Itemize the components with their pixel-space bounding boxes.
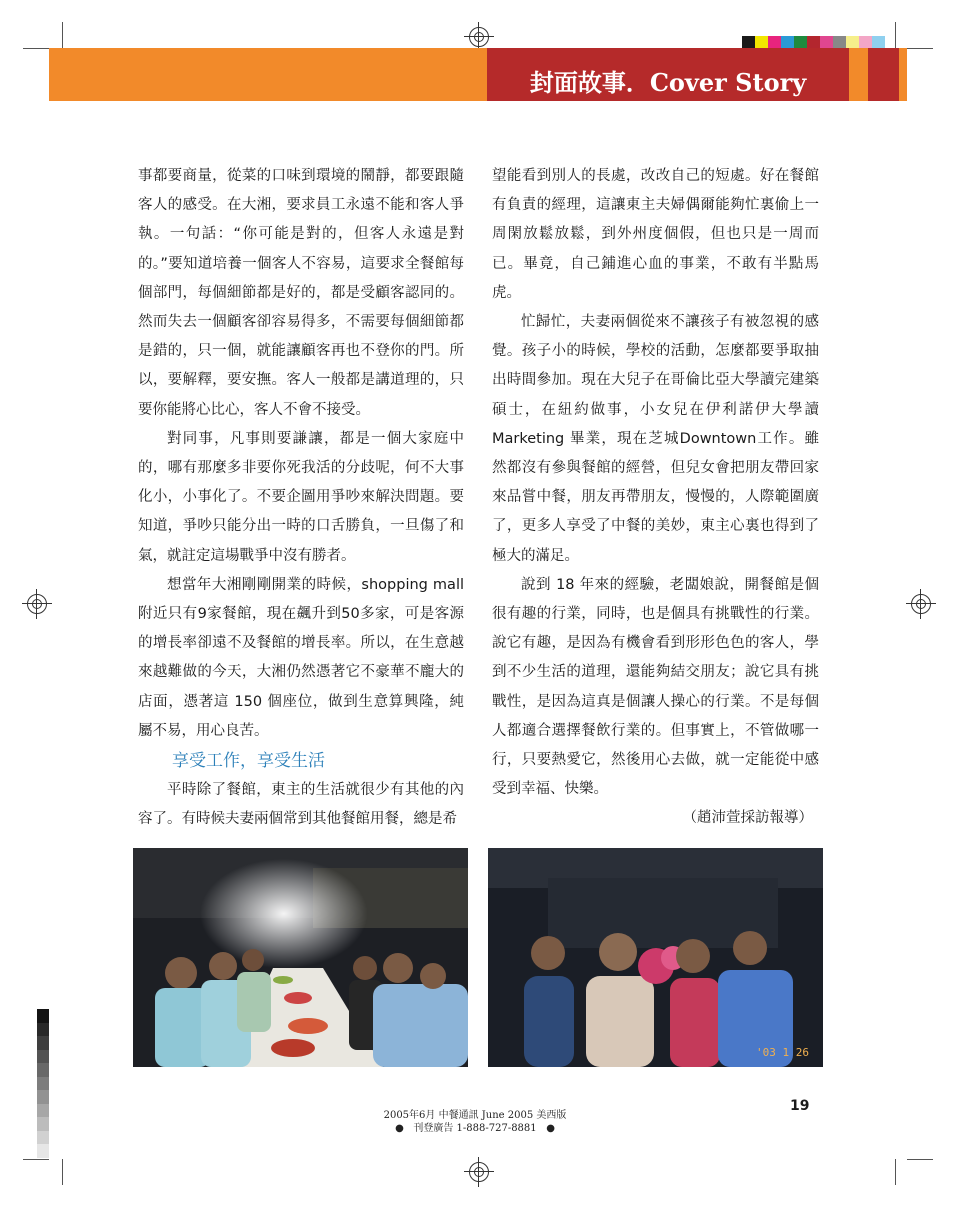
color-swatch <box>755 36 768 48</box>
family-portrait-photo <box>488 848 823 1067</box>
byline: （趙沛萱採訪報導） <box>682 810 813 827</box>
gray-step <box>37 1131 49 1145</box>
footer-publication-line: 2005年6月 中餐通訊 June 2005 美西版 <box>383 1110 567 1121</box>
crop-mark <box>62 22 63 48</box>
registration-mark-icon <box>469 1162 489 1182</box>
registration-mark-icon <box>469 27 489 47</box>
gray-step <box>37 1077 49 1091</box>
gray-step <box>37 1063 49 1077</box>
color-swatch <box>742 36 755 48</box>
color-swatch <box>794 36 807 48</box>
crop-mark <box>62 1159 63 1185</box>
color-swatch <box>859 36 872 48</box>
crop-mark <box>23 1159 49 1160</box>
crop-mark <box>907 1159 933 1160</box>
color-calibration-swatches <box>742 36 885 48</box>
section-title: 封面故事．Cover Story <box>529 68 807 97</box>
gray-step <box>37 1090 49 1104</box>
article-column-right <box>492 162 819 834</box>
gray-step <box>37 1144 49 1158</box>
bullet-icon: ● <box>536 1123 555 1134</box>
article-paragraph: 忙歸忙，夫妻兩個從來不讓孩子有被忽視的感覺。孩子小的時候，學校的活動，怎麼都要爭取抽出時間參加。現在大兒子在哥倫比亞大學讀完建築碩士，在紐約做事，小女兒在伊利諾伊大學讀Marketing 畢業，現在芝城Downtown工作。雖然都沒有參與餐館的經營，但兒女會把朋友帶回家來品嘗中餐，朋友再帶朋友，慢慢的，人際範圍廣了，更多人享受了中餐的美妙，東主心裏也得到了極大的滿足。 <box>492 314 819 564</box>
color-swatch <box>807 36 820 48</box>
footer-ad-line <box>300 1119 650 1134</box>
color-swatch <box>768 36 781 48</box>
registration-mark-icon <box>911 594 931 614</box>
header-stripe <box>851 48 868 101</box>
article-paragraph: 對同事，凡事則要謙讓，都是一個大家庭中的，哪有那麼多非要你死我活的分歧呢，何不大事化小，小事化了。不要企圖用爭吵來解決問題。要知道，爭吵只能分出一時的口舌勝負，一旦傷了和氣，就註定這場戰爭中沒有勝者。 <box>138 430 464 564</box>
article-paragraph: 望能看到別人的長處，改改自己的短處。好在餐館有負責的經理，這讓東主夫婦偶爾能夠忙裏偷上一周閑放鬆放鬆，到外州度個假，但也只是一周而已。畢竟，自己鋪進心血的事業，不敢有半點馬虎。 <box>492 168 819 301</box>
article-column-left <box>138 162 464 834</box>
color-swatch <box>781 36 794 48</box>
grayscale-calibration-bar <box>37 1009 49 1158</box>
color-swatch <box>846 36 859 48</box>
dinner-table-photo <box>133 848 468 1067</box>
page-number: 19 <box>790 1098 810 1114</box>
gray-step <box>37 1036 49 1050</box>
gray-step <box>37 1009 49 1023</box>
header-stripe <box>868 48 899 101</box>
gray-step <box>37 1050 49 1064</box>
color-swatch <box>820 36 833 48</box>
article-paragraph: 想當年大湘剛剛開業的時候，shopping mall附近只有9家餐館，現在飆升到50多家，可是客源的增長率卻遠不及餐館的增長率。所以，在生意越來越難做的今天，大湘仍然憑著它不豪華不龐大的店面，憑著這 150 個座位，做到生意算興隆，純屬不易，用心良苦。 <box>138 576 464 739</box>
crop-mark <box>23 48 49 49</box>
gray-step <box>37 1117 49 1131</box>
bullet-icon: ● <box>395 1123 414 1134</box>
crop-mark <box>907 48 933 49</box>
color-swatch <box>833 36 846 48</box>
gray-step <box>37 1104 49 1118</box>
color-swatch <box>872 36 885 48</box>
photo-date-stamp: '03 1 26 <box>756 1046 809 1059</box>
section-subheading: 享受工作，享受生活 <box>172 751 325 772</box>
gray-step <box>37 1023 49 1037</box>
registration-mark-icon <box>27 594 47 614</box>
article-paragraph: 說到 18 年來的經驗，老闆娘說，開餐館是個很有趣的行業，同時，也是個具有挑戰性的行業。說它有趣，是因為有機會看到形形色色的客人，學到不少生活的道理，還能夠結交朋友；說它具有挑戰性，是因為這真是個讓人操心的行業。不是每個人都適合選擇餐飲行業的。但事實上，不管做哪一行，只要熱愛它，然後用心去做，就一定能從中感受到幸福、快樂。 <box>492 576 819 798</box>
article-paragraph: 事都要商量，從菜的口味到環境的鬧靜，都要跟隨客人的感受。在大湘，要求員工永遠不能和客人爭執。一句話：“你可能是對的，但客人永遠是對的。”要知道培養一個客人不容易，這要求全餐館每個部門，每個細節都是好的，都是受顧客認同的。然而失去一個顧客卻容易得多，不需要每個細節都是錯的，只一個，就能讓顧客再也不登你的門。所以，要解釋，要安撫。客人一般都是講道理的，只要你能將心比心，客人不會不接受。 <box>138 168 464 418</box>
footer-ad-phone: 刊登廣告 1-888-727-8881 <box>413 1123 537 1134</box>
crop-mark <box>895 1159 896 1185</box>
crop-mark <box>895 22 896 48</box>
article-paragraph: 平時除了餐館，東主的生活就很少有其他的內容了。有時候夫妻兩個常到其他餐館用餐，總是希 <box>138 782 464 828</box>
